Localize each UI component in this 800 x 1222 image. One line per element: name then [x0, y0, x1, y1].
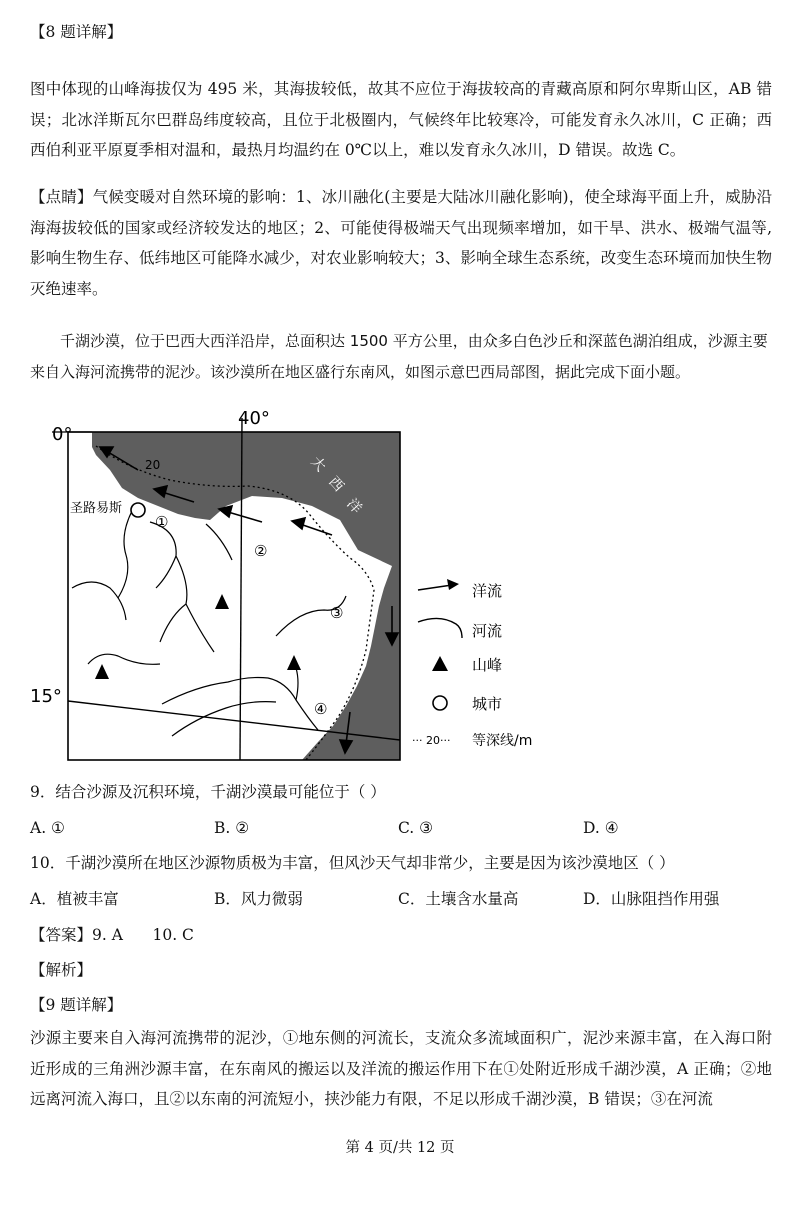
city-label: 圣路易斯 [70, 501, 123, 516]
q9-detail: 沙源主要来自入海河流携带的泥沙，①地东侧的河流长，支流众多流域面积广，泥沙来源丰富，在入海口附近形成的三角洲沙源丰富，在东南风的搬运以及洋流的搬运作用下在①处附近形成千湖沙漠，A 正确；②地远离河流入海口，且②以东南的河流短小，挟沙能力有限，不足以形成千湖沙漠，B 错误；③在河流 [30, 1029, 772, 1108]
q9-option-d[interactable]: D. ④ [583, 819, 619, 837]
ocean-label-char: 大 [307, 453, 329, 475]
legend-river-label: 河流 [472, 622, 503, 640]
marker-2: ② [254, 542, 268, 560]
legend-city-icon [433, 696, 447, 710]
tip-paragraph: 【点睛】气候变暖对自然环境的影响：1、冰川融化(主要是大陆冰川融化影响)，使全球海平面上升，威胁沿海海拔较低的国家或经济较发达的地区；2、可能使得极端天气出现频率增加，如干旱、洪水、极端气温等,影响生物生存、低纬地区可能降水减少，对农业影响较大；3、影响全球生态系统，改变生态环境而加快生物灭绝速率。 [30, 188, 772, 298]
river [206, 524, 232, 560]
current-arrow [300, 524, 332, 535]
answer-line: 【答案】9. A 10. C [30, 926, 194, 944]
lat-15-label: 15° [30, 686, 62, 707]
analysis-header: 【解析】 [30, 961, 93, 979]
q10-option-d[interactable]: D．山脉阻挡作用强 [583, 890, 720, 908]
river [160, 604, 186, 642]
q10-stem: 10．千湖沙漠所在地区沙源物质极为丰富，但风沙天气却非常少，主要是因为该沙漠地区（ ） [30, 854, 675, 872]
river [118, 511, 132, 598]
ocean-label-char: 西 [325, 473, 347, 495]
legend-river-icon [418, 618, 462, 638]
q8-detail: 图中体现的山峰海拔仅为 495 米，其海拔较低，故其不应位于海拔较高的青藏高原和阿尔卑斯山区，AB 错误；北冰洋斯瓦尔巴群岛纬度较高，且位于北极圈内，气候终年比较寒冷，可能发育永久冰川，C 正确；西西伯利亚平原夏季相对温和，最热月均温约在 0℃以上，难以发育永久冰川，D 错误。故选 C。 [30, 80, 772, 159]
isobath-label: 20 [145, 458, 161, 472]
legend-city-label: 城市 [472, 695, 503, 713]
peak-icon [215, 594, 229, 609]
legend-peak-label: 山峰 [472, 656, 503, 674]
river [72, 582, 126, 620]
river [296, 668, 298, 700]
lat-0-label: 0° [52, 424, 73, 445]
brazil-map [0, 400, 560, 770]
legend-current-icon [418, 585, 452, 590]
river [156, 556, 176, 588]
peak-icon [287, 655, 301, 670]
legend-current-label: 洋流 [472, 582, 503, 600]
q8-header: 【8 题详解】 [30, 23, 123, 41]
legend-isobath-label: 等深线/m [472, 733, 533, 749]
q9-option-b[interactable]: B. ② [214, 819, 250, 837]
lon-40-label: 40° [238, 408, 270, 429]
ocean-label-char: 洋 [343, 495, 365, 517]
legend-peak-icon [432, 656, 448, 671]
current-arrowhead [292, 518, 305, 529]
city-icon [131, 503, 145, 517]
q9-option-a[interactable]: A. ① [30, 819, 65, 837]
q10-option-a[interactable]: A．植被丰富 [30, 890, 119, 908]
legend [412, 579, 532, 749]
question-intro: 千湖沙漠，位于巴西大西洋沿岸，总面积达 1500 平方公里，由众多白色沙丘和深蓝色湖泊组成，沙源主要来自入海河流携带的泥沙。该沙漠所在地区盛行东南风，如图示意巴西局部图，据此完成下面小题。 [30, 332, 768, 381]
peak-icon [95, 664, 109, 679]
river [88, 654, 160, 664]
q9-option-c[interactable]: C. ③ [398, 819, 434, 837]
q9-stem: 9．结合沙源及沉积环境，千湖沙漠最可能位于（ ） [30, 783, 386, 801]
river [150, 522, 214, 652]
current-arrow [228, 512, 262, 522]
q9-header: 【9 题详解】 [30, 996, 123, 1014]
marker-4: ④ [314, 700, 328, 718]
q10-option-b[interactable]: B．风力微弱 [214, 890, 303, 908]
marker-3: ③ [330, 604, 344, 622]
q10-option-c[interactable]: C．土壤含水量高 [398, 890, 519, 908]
marker-1: ① [155, 513, 169, 531]
legend-isobath-icon: ··· 20··· [412, 734, 451, 747]
page-footer: 第 4 页/共 12 页 [345, 1140, 455, 1156]
